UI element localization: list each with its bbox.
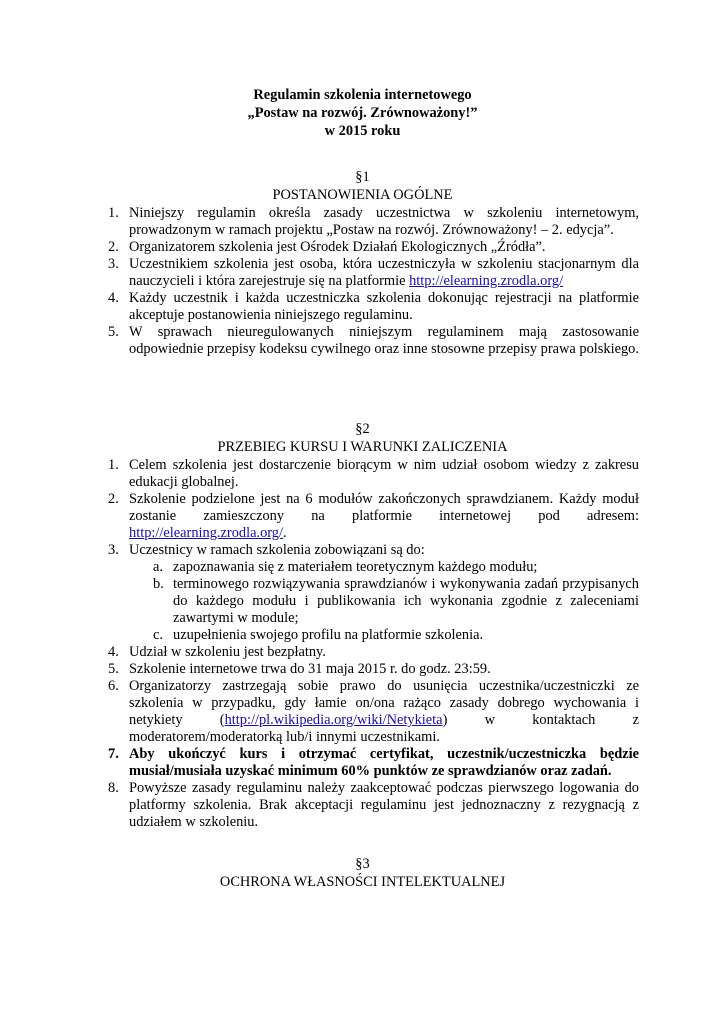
- list-item: 2. Organizatorem szkolenia jest Ośrodek Działań Ekologicznych „Źródła”.: [108, 239, 546, 255]
- list-item: 3. Uczestnicy w ramach szkolenia zobowiązani są do: a. zapoznawania się z materiałem teoretycznym każdego modułu; b. terminowego rozwiązywania sprawdzianów i wykonywania zadań przypisanych do każdego modułu i publikowania ich wykonania zgodnie z zaleceniami zawartymi w module; c. uzupełnienia swojego profilu na platformie szkolenia.: [108, 542, 639, 643]
- list-item-certificate: 7. Aby ukończyć kurs i otrzymać certyfikat, uczestnik/uczestniczka będzie musiał/musiała uzyskać minimum 60% punktów ze sprawdzianów oraz zadań.: [108, 746, 639, 779]
- section-1-list: [90, 205, 639, 358]
- list-item: 2. Szkolenie podzielone jest na 6 modułów zakończonych sprawdzianem. Każdy moduł zostanie zamieszczony na platformie internetowej pod adresem: http://elearning.zrodla.org/.: [108, 491, 639, 541]
- list-item: 6. Organizatorzy zastrzegają sobie prawo do usunięcia uczestnika/uczestniczki ze szkolenia w przypadku, gdy łamie on/ona rażąco zasady dobrego wychowania i netykiety (http://pl.wikipedia.org/wiki/Netykieta) w kontaktach z moderatorem/moderatorką lub/i innymi uczestnikami.: [108, 678, 639, 745]
- list-item: 1. Celem szkolenia jest dostarczenie biorącym w nim udział osobom wiedzy z zakresu edukacji globalnej.: [108, 457, 639, 490]
- sublist-item: c. uzupełnienia swojego profilu na platformie szkolenia.: [153, 627, 484, 643]
- list-item: 8. Powyższe zasady regulaminu należy zaakceptować podczas pierwszego logowania do platformy szkolenia. Brak akceptacji regulaminu jest jednoznaczny z rezygnacją z udziałem w szkoleniu.: [108, 780, 639, 830]
- sublist-item: a. zapoznawania się z materiałem teoretycznym każdego modułu;: [153, 559, 538, 575]
- list-item: 5. Szkolenie internetowe trwa do 31 maja 2015 r. do godz. 23:59.: [108, 661, 491, 677]
- elearning-link[interactable]: http://elearning.zrodla.org/: [409, 273, 564, 289]
- section-1-number: §1: [355, 169, 370, 185]
- list-item: 4. Udział w szkoleniu jest bezpłatny.: [108, 644, 326, 660]
- title-line-2: „Postaw na rozwój. Zrównoważony!”: [247, 105, 478, 121]
- section-2-list: [90, 457, 639, 831]
- section-1-heading: POSTANOWIENIA OGÓLNE: [272, 187, 453, 203]
- document-title: [0, 87, 725, 141]
- netykieta-link[interactable]: http://pl.wikipedia.org/wiki/Netykieta: [224, 712, 443, 728]
- section-3-number: §3: [355, 856, 370, 872]
- list-item: 3. Uczestnikiem szkolenia jest osoba, która uczestniczyła w szkoleniu stacjonarnym dla nauczycieli i która zarejestruje się na platformie http://elearning.zrodla.org/: [108, 256, 639, 289]
- section-1-header: [0, 169, 725, 205]
- section-3-heading: OCHRONA WŁASNOŚCI INTELEKTUALNEJ: [219, 874, 506, 890]
- section-2-number: §2: [355, 421, 370, 437]
- list-item: 4. Każdy uczestnik i każda uczestniczka szkolenia dokonując rejestracji na platformie akceptuje postanowienia niniejszego regulaminu.: [108, 290, 639, 323]
- title-line-1: Regulamin szkolenia internetowego: [253, 87, 472, 103]
- section-3-header: [0, 856, 725, 892]
- obligations-sublist: [129, 559, 639, 644]
- sublist-item: b. terminowego rozwiązywania sprawdzianów i wykonywania zadań przypisanych do każdego modułu i publikowania ich wykonania zgodnie z zaleceniami zawartymi w module;: [153, 576, 639, 626]
- list-item: 5. W sprawach nieuregulowanych niniejszym regulaminem mają zastosowanie odpowiednie przepisy kodeksu cywilnego oraz inne stosowne przepisy prawa polskiego.: [108, 324, 639, 357]
- elearning-link[interactable]: http://elearning.zrodla.org/: [129, 525, 283, 541]
- section-2-header: [0, 421, 725, 457]
- title-line-3: w 2015 roku: [324, 123, 401, 139]
- list-item: 1. Niniejszy regulamin określa zasady uczestnictwa w szkoleniu internetowym, prowadzonym w ramach projektu „Postaw na rozwój. Zrównoważony! – 2. edycja”.: [108, 205, 639, 238]
- section-2-heading: PRZEBIEG KURSU I WARUNKI ZALICZENIA: [217, 439, 508, 455]
